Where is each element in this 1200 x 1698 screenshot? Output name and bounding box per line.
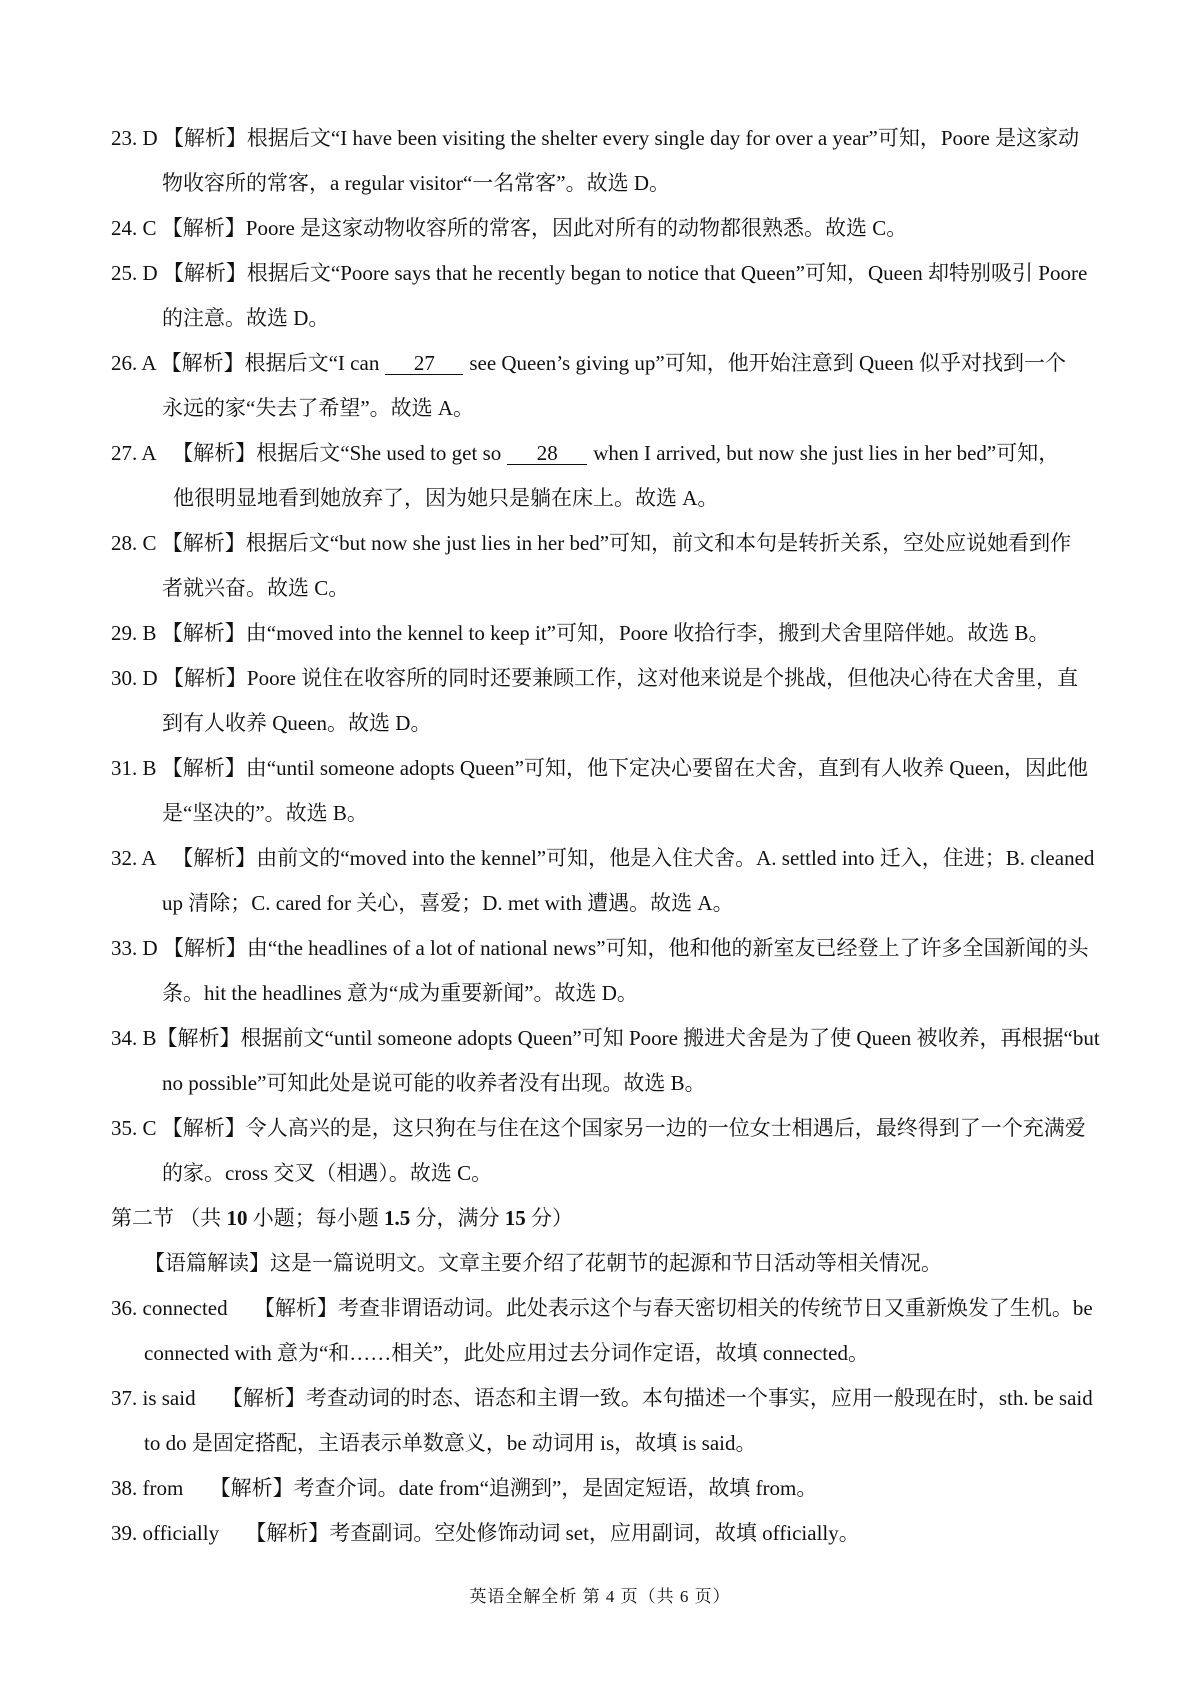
answer-item-26 (111, 341, 1103, 431)
item-text-continued: 他很明显地看到她放弃了，因为她只是躺在床上。故选 A。 (173, 486, 719, 510)
item-number: 32. A (111, 846, 157, 870)
answer-item-35 (111, 1106, 1103, 1196)
item-number: 23. D (111, 126, 158, 150)
item-number: 34. B (111, 1026, 157, 1050)
item-text: 【解析】考查介词。date from“追溯到”，是固定短语，故填 from。 (209, 1476, 818, 1500)
answer-item-25 (111, 251, 1103, 341)
item-text: 【解析】根据后文“I have been visiting the shelter every single day for over a year”可知，Poore 是这家动 (162, 126, 1080, 150)
item-number: 28. C (111, 531, 157, 555)
answer-item-29 (111, 611, 1103, 656)
item-text-continued: 物收容所的常客，a regular visitor“一名常客”。故选 D。 (162, 171, 671, 195)
answer-item-34 (111, 1016, 1103, 1106)
item-number: 38. from (111, 1476, 184, 1500)
item-text: 【解析】根据后文“Poore says that he recently began to notice that Queen”可知，Queen 却特别吸引 Poore (162, 261, 1088, 285)
item-text-continued: no possible”可知此处是说可能的收养者没有出现。故选 B。 (162, 1071, 706, 1095)
item-number: 26. A (111, 351, 156, 375)
answer-item-32 (111, 836, 1103, 926)
item-number: 29. B (111, 621, 157, 645)
answer-content (111, 116, 1103, 1556)
item-text: 【解析】Poore 是这家动物收容所的常客，因此对所有的动物都很熟悉。故选 C。 (161, 216, 908, 240)
item-text: 【解析】Poore 说住在收容所的同时还要兼顾工作，这对他来说是个挑战，但他决心待在犬舍里，直 (162, 666, 1079, 690)
item-text: 【解析】根据后文“but now she just lies in her bed”可知，前文和本句是转折关系，空处应说她看到作 (161, 531, 1072, 555)
item-text: 【解析】根据后文“She used to get so (172, 441, 502, 465)
item-number: 27. A (111, 441, 157, 465)
answer-item-28 (111, 521, 1103, 611)
item-text: 【解析】根据前文“until someone adopts Queen”可知 Poore 搬进犬舍是为了使 Queen 被收养，再根据“but (156, 1026, 1100, 1050)
item-text-continued: 到有人收养 Queen。故选 D。 (162, 711, 432, 735)
item-text-continued: 条。hit the headlines 意为“成为重要新闻”。故选 D。 (162, 981, 638, 1005)
item-text: 【解析】考查动词的时态、语态和主谓一致。本句描述一个事实，应用一般现在时，sth. be said (221, 1386, 1093, 1410)
item-text-continued: to do 是固定搭配，主语表示单数意义，be 动词用 is，故填 is said。 (144, 1431, 757, 1455)
item-number: 39. officially (111, 1521, 220, 1545)
item-text: 【解析】令人高兴的是，这只狗在与住在这个国家另一边的一位女士相遇后，最终得到了一个充满爱 (161, 1116, 1086, 1140)
answer-item-27 (111, 431, 1103, 521)
passage-interpretation: 【语篇解读】这是一篇说明文。文章主要介绍了花朝节的起源和节日活动等相关情况。 (144, 1251, 942, 1275)
answer-item-24 (111, 206, 1103, 251)
answer-item-30 (111, 656, 1103, 746)
item-text-continued: 的注意。故选 D。 (162, 306, 330, 330)
answer-item-33 (111, 926, 1103, 1016)
answer-item-36 (111, 1286, 1103, 1376)
answer-item-38 (111, 1466, 1103, 1511)
answer-item-31 (111, 746, 1103, 836)
item-text: 【解析】由“until someone adopts Queen”可知，他下定决心要留在犬舍，直到有人收养 Queen，因此他 (161, 756, 1088, 780)
item-text-continued: 是“坚决的”。故选 B。 (162, 801, 368, 825)
answer-item-37 (111, 1376, 1103, 1466)
item-text-after-blank: when I arrived, but now she just lies in her bed”可知， (593, 441, 1060, 465)
blank-28: 28 (507, 442, 587, 465)
item-number: 25. D (111, 261, 158, 285)
item-number: 31. B (111, 756, 157, 780)
item-number: 33. D (111, 936, 158, 960)
item-number: 30. D (111, 666, 158, 690)
section-heading: 第二节 （共 10 小题；每小题 1.5 分，满分 15 分） (111, 1206, 573, 1230)
page-footer: 英语全解全析 第 4 页（共 6 页） (469, 1587, 731, 1606)
item-number: 24. C (111, 216, 157, 240)
item-text: 【解析】考查非谓语动词。此处表示这个与春天密切相关的传统节日又重新焕发了生机。be (253, 1296, 1093, 1320)
item-text: 【解析】考查副词。空处修饰动词 set，应用副词，故填 officially。 (245, 1521, 860, 1545)
answer-item-23 (111, 116, 1103, 206)
blank-27: 27 (385, 352, 463, 375)
item-text-continued: 的家。cross 交叉（相遇）。故选 C。 (162, 1161, 493, 1185)
item-number: 36. connected (111, 1296, 228, 1320)
item-text: 【解析】由“the headlines of a lot of national news”可知，他和他的新室友已经登上了许多全国新闻的头 (162, 936, 1089, 960)
item-text: 【解析】根据后文“I can (160, 351, 380, 375)
item-text-continued: connected with 意为“和……相关”，此处应用过去分词作定语，故填 connected。 (144, 1341, 869, 1365)
item-number: 35. C (111, 1116, 157, 1140)
item-text-after-blank: see Queen’s giving up”可知，他开始注意到 Queen 似乎对找到一个 (469, 351, 1067, 375)
item-text-continued: 永远的家“失去了希望”。故选 A。 (162, 396, 475, 420)
item-text: 【解析】由前文的“moved into the kennel”可知，他是入住犬舍。A. settled into 迁入，住进；B. cleaned (172, 846, 1095, 870)
item-text: 【解析】由“moved into the kennel to keep it”可知，Poore 收拾行李，搬到犬舍里陪伴她。故选 B。 (161, 621, 1050, 645)
answer-item-39 (111, 1511, 1103, 1556)
item-text-continued: up 清除；C. cared for 关心，喜爱；D. met with 遭遇。故选 A。 (162, 891, 734, 915)
item-text-continued: 者就兴奋。故选 C。 (162, 576, 350, 600)
item-number: 37. is said (111, 1386, 196, 1410)
